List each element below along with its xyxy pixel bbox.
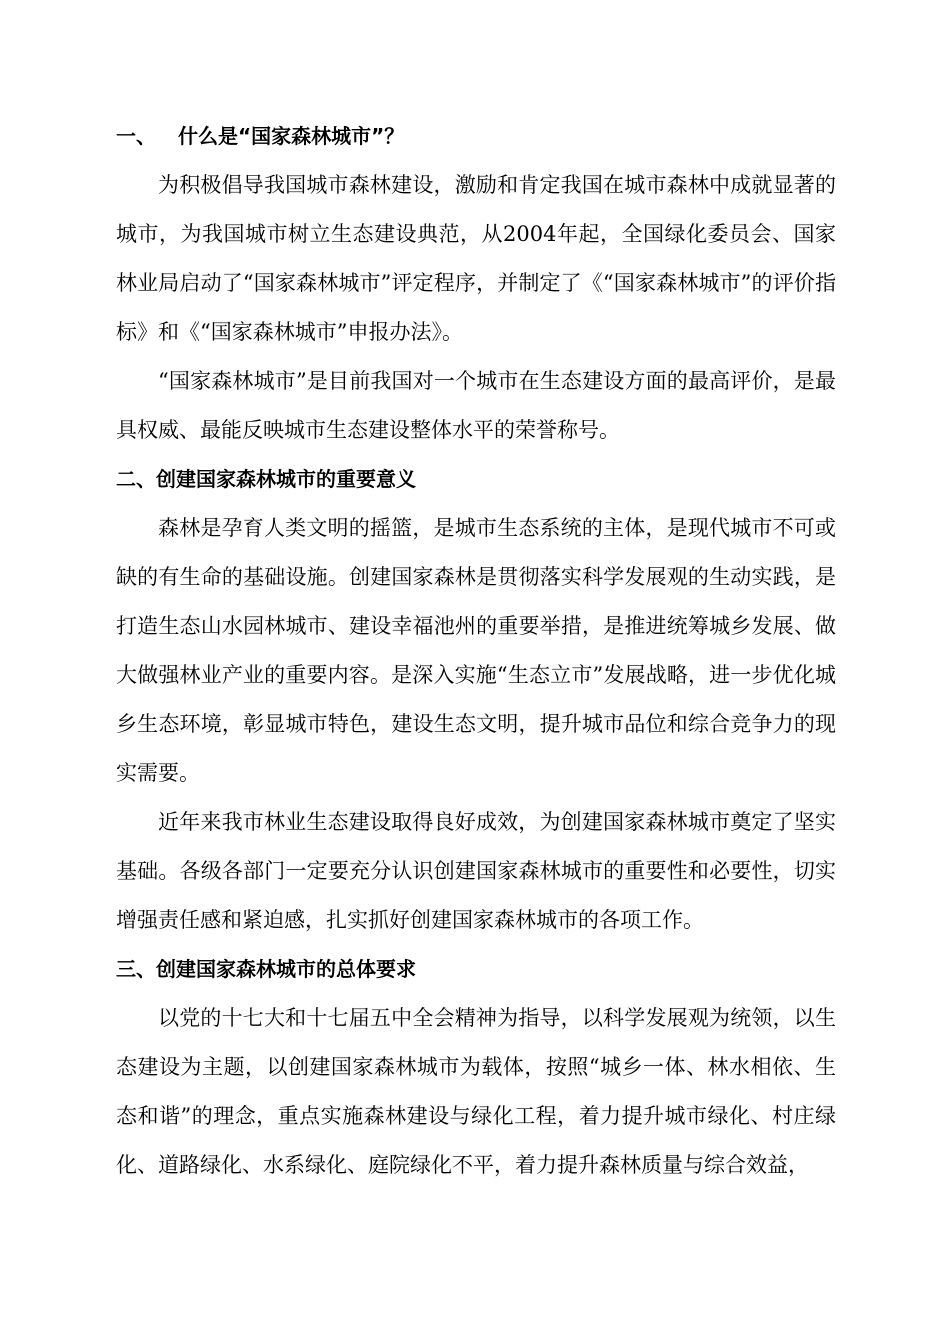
section-1-paragraph-1: 为积极倡导我国城市森林建设，激励和肯定我国在城市森林中成就显著的城市，为我国城市树立生态建设典范，从2004年起，全国绿化委员会、国家林业局启动了“国家森林城市”评定程序，并制定了《“国家森林城市”的评价指标》和《“国家森林城市”申报办法》。 — [116, 173, 836, 344]
section-1-number: 一、 — [116, 124, 156, 148]
section-3-paragraph-1: 以党的十七大和十七届五中全会精神为指导，以科学发展观为统领，以生态建设为主题，以创建国家森林城市为载体，按照“城乡一体、林水相依、生态和谐”的理念，重点实施森林建设与绿化工程，着力提升城市绿化、村庄绿化、道路绿化、水系绿化、庭院绿化不平，着力提升森林质量与综合效益， — [116, 1006, 836, 1177]
section-2-heading: 二、创建国家森林城市的重要意义 — [116, 467, 416, 491]
section-1-title: 什么是“国家森林城市”？ — [178, 124, 405, 148]
section-3-heading: 三、创建国家森林城市的总体要求 — [116, 957, 416, 981]
section-1-heading — [116, 112, 836, 161]
section-2-paragraph-1: 森林是孕育人类文明的摇篮，是城市生态系统的主体，是现代城市不可或缺的有生命的基础设施。创建国家森林是贯彻落实科学发展观的生动实践，是打造生态山水园林城市、建设幸福池州的重要举措，是推进统筹城乡发展、做大做强林业产业的重要内容。是深入实施“生态立市”发展战略，进一步优化城乡生态环境，彰显城市特色，建设生态文明，提升城市品位和综合竞争力的现实需要。 — [116, 516, 836, 785]
section-2-paragraph-2: 近年来我市林业生态建设取得良好成效，为创建国家森林城市奠定了坚实基础。各级各部门一定要充分认识创建国家森林城市的重要性和必要性，切实增强责任感和紧迫感，扎实抓好创建国家森林城市的各项工作。 — [116, 810, 836, 932]
section-1-paragraph-2: “国家森林城市”是目前我国对一个城市在生态建设方面的最高评价，是最具权威、最能反映城市生态建设整体水平的荣誉称号。 — [116, 369, 836, 442]
document-body — [116, 112, 836, 1190]
